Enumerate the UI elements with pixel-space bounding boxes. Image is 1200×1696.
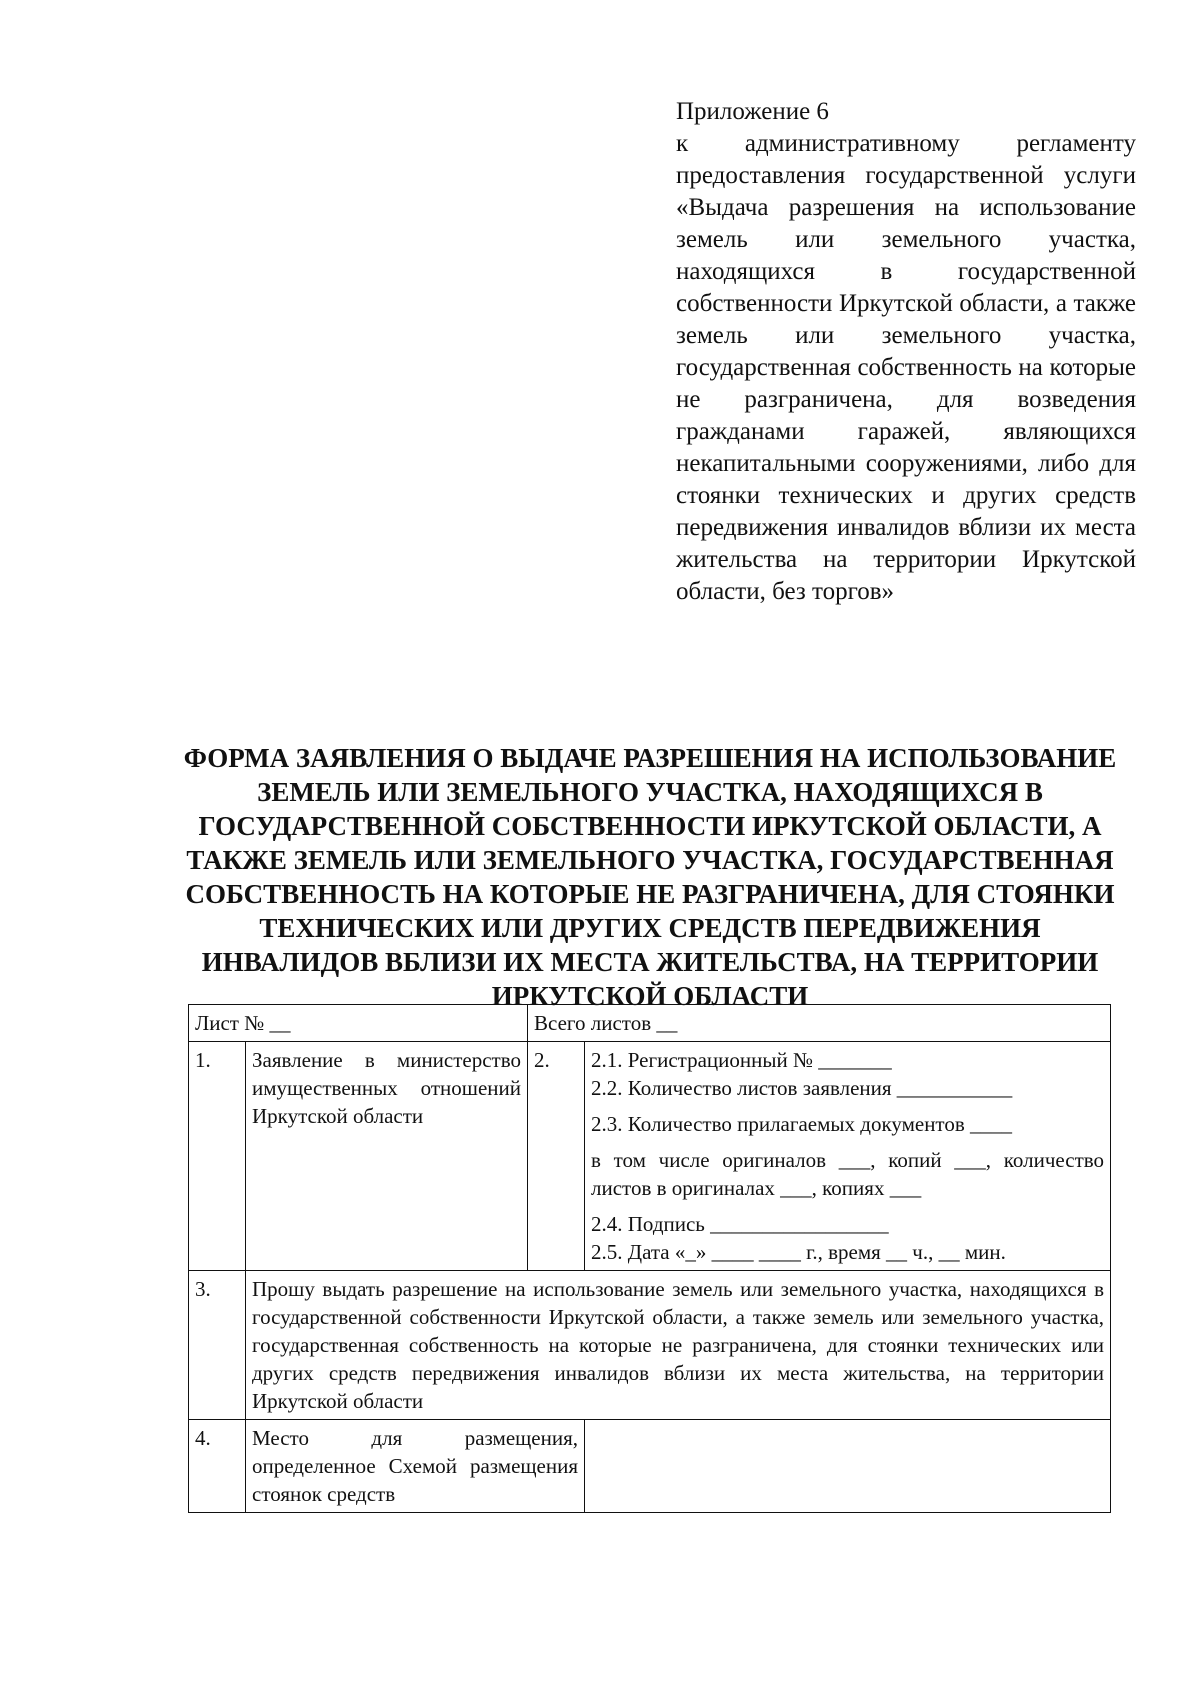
- placement-label-cell: Место для размещения, определенное Схемой размещения стоянок средств: [246, 1420, 585, 1513]
- date-time-line[interactable]: 2.5. Дата «_» ____ ____ г., время __ ч., __ мин.: [591, 1240, 1006, 1264]
- annex-title: Приложение 6: [676, 98, 829, 125]
- sheet-count-line[interactable]: 2.2. Количество листов заявления ___________: [591, 1076, 1013, 1100]
- document-count-line[interactable]: 2.3. Количество прилагаемых документов ____: [591, 1112, 1012, 1136]
- request-text-cell: Прошу выдать разрешение на использование земель или земельного участка, находящихся в государственной собственности Иркутской области, а также земель или земельного участка, государственная собственность на которые не разграничена, для стоянки технических или других средств передвижения инвалидов вблизи их места жительства, на территории Иркутской области: [246, 1271, 1111, 1420]
- form-row-4: [189, 1420, 1111, 1513]
- application-form-table: [188, 1004, 1111, 1513]
- addressee-cell: Заявление в министерство имущественных отношений Иркутской области: [246, 1042, 528, 1271]
- row-number: 1.: [189, 1042, 246, 1271]
- form-title: ФОРМА ЗАЯВЛЕНИЯ О ВЫДАЧЕ РАЗРЕШЕНИЯ НА ИСПОЛЬЗОВАНИЕ ЗЕМЕЛЬ ИЛИ ЗЕМЕЛЬНОГО УЧАСТКА, НАХОДЯЩИХСЯ В ГОСУДАРСТВЕННОЙ СОБСТВЕННОСТИ ИРКУТСКОЙ ОБЛАСТИ, А ТАКЖЕ ЗЕМЕЛЬ ИЛИ ЗЕМЕЛЬНОГО УЧАСТКА, ГОСУДАРСТВЕННАЯ СОБСТВЕННОСТЬ НА КОТОРЫЕ НЕ РАЗГРАНИЧЕНА, ДЛЯ СТОЯНКИ ТЕХНИЧЕСКИХ ИЛИ ДРУГИХ СРЕДСТВ ПЕРЕДВИЖЕНИЯ ИНВАЛИДОВ ВБЛИЗИ ИХ МЕСТА ЖИТЕЛЬСТВА, НА ТЕРРИТОРИИ ИРКУТСКОЙ ОБЛАСТИ: [183, 743, 1117, 1011]
- form-row-3: [189, 1271, 1111, 1420]
- row-number: 3.: [189, 1271, 246, 1420]
- registration-cell[interactable]: [585, 1042, 1111, 1271]
- form-row-1: [189, 1042, 1111, 1271]
- form-header-row: [189, 1005, 1111, 1042]
- registration-number-line[interactable]: 2.1. Регистрационный № _______: [591, 1048, 892, 1072]
- signature-line[interactable]: 2.4. Подпись _________________: [591, 1212, 889, 1236]
- annex-block: [676, 96, 1136, 608]
- annex-body: к административному регламенту предоставления государственной услуги «Выдача разрешения на использование земель или земельного участка, находящихся в государственной собственности Иркутской области, а также земель или земельного участка, государственная собственность на которые не разграничена, для возведения гражданами гаражей, являющихся некапитальными сооружениями, либо для стоянки технических и других средств передвижения инвалидов вблизи их места жительства на территории Иркутской области, без торгов»: [676, 130, 1136, 605]
- sheet-number-cell[interactable]: Лист № __: [189, 1005, 528, 1042]
- total-sheets-cell[interactable]: Всего листов __: [528, 1005, 1111, 1042]
- row-number: 4.: [189, 1420, 246, 1513]
- placement-value-cell[interactable]: [585, 1420, 1111, 1513]
- originals-copies-line[interactable]: в том числе оригиналов ___, копий ___, количество листов в оригиналах ___, копиях ___: [591, 1148, 1105, 1200]
- row-number: 2.: [528, 1042, 585, 1271]
